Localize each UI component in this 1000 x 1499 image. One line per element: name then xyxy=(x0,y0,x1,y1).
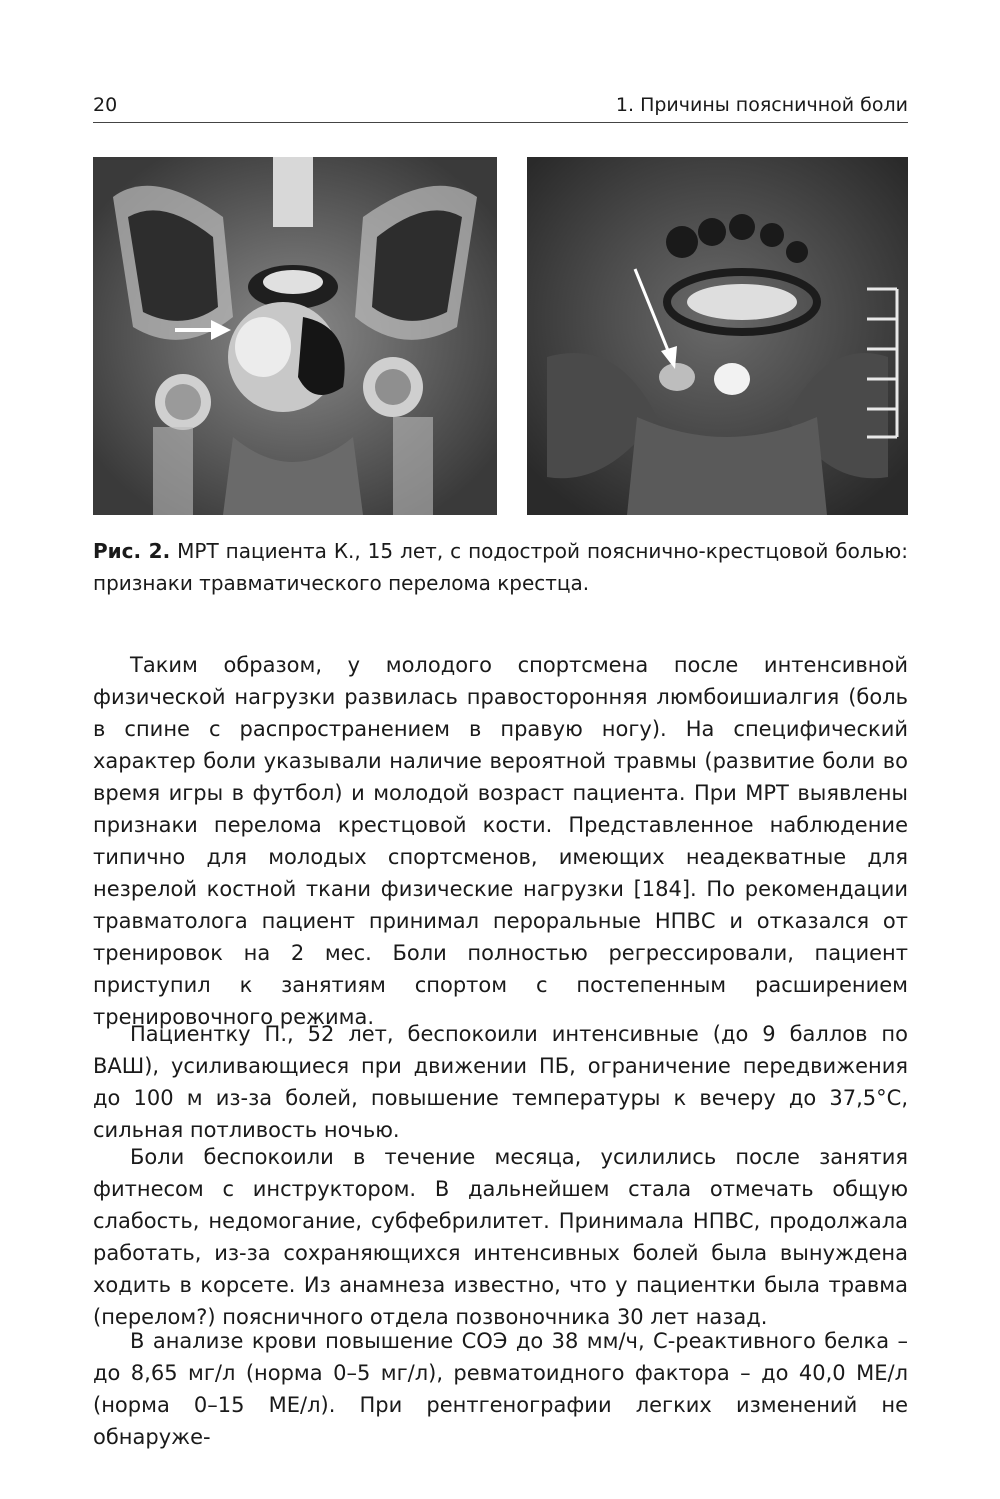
caption-text: МРТ пациента К., 15 лет, с подострой пояснично-крестцовой болью: признаки травматического перелома крестца. xyxy=(93,539,908,595)
caption-label: Рис. 2. xyxy=(93,539,171,563)
figure-caption xyxy=(93,535,908,599)
mri-coronal-pelvis-image xyxy=(93,157,497,515)
paragraph: Пациентку П., 52 лет, беспокоили интенсивные (до 9 баллов по ВАШ), усиливающиеся при движении ПБ, ограничение передвижения до 100 м из-за болей, повышение температуры к вечеру до 37,5°С, сильная потливость ночью. xyxy=(93,1022,908,1142)
page-header xyxy=(93,94,908,123)
paragraph: Таким образом, у молодого спортсмена после интенсивной физической нагрузки развилась правосторонняя люмбоишиалгия (боль в спине с распространением в правую ногу). На специфический характер боли указывали наличие вероятной травмы (развитие боли во время игры в футбол) и молодой возраст пациента. При МРТ выявлены признаки перелома крестцовой кости. Представленное наблюдение типично для молодых спортсменов, имеющих неадекватные для незрелой костной ткани физические нагрузки [184]. По рекомендации травматолога пациент принимал пероральные НПВС и отказался от тренировок на 2 мес. Боли полностью регрессировали, пациент приступил к занятиям спортом с постепенным расширением тренировочного режима. xyxy=(93,653,908,1029)
page-number: 20 xyxy=(93,94,118,116)
running-title: 1. Причины поясничной боли xyxy=(615,94,908,116)
paragraph: В анализе крови повышение СОЭ до 38 мм/ч, С-реактивного белка – до 8,65 мг/л (норма 0–5 мг/л), ревматоидного фактора – до 40,0 МЕ/л (норма 0–15 МЕ/л). При рентгенографии легких изменений не обнаруже- xyxy=(93,1329,908,1449)
mri-axial-sacrum-image xyxy=(527,157,908,515)
paragraph: Боли беспокоили в течение месяца, усилились после занятия фитнесом с инструктором. В дальнейшем стала отмечать общую слабость, недомогание, субфебрилитет. Принимала НПВС, продолжала работать, из-за сохраняющихся интенсивных болей была вынуждена ходить в корсете. Из анамнеза известно, что у пациентки была травма (перелом?) поясничного отдела позвоночника 30 лет назад. xyxy=(93,1145,908,1329)
